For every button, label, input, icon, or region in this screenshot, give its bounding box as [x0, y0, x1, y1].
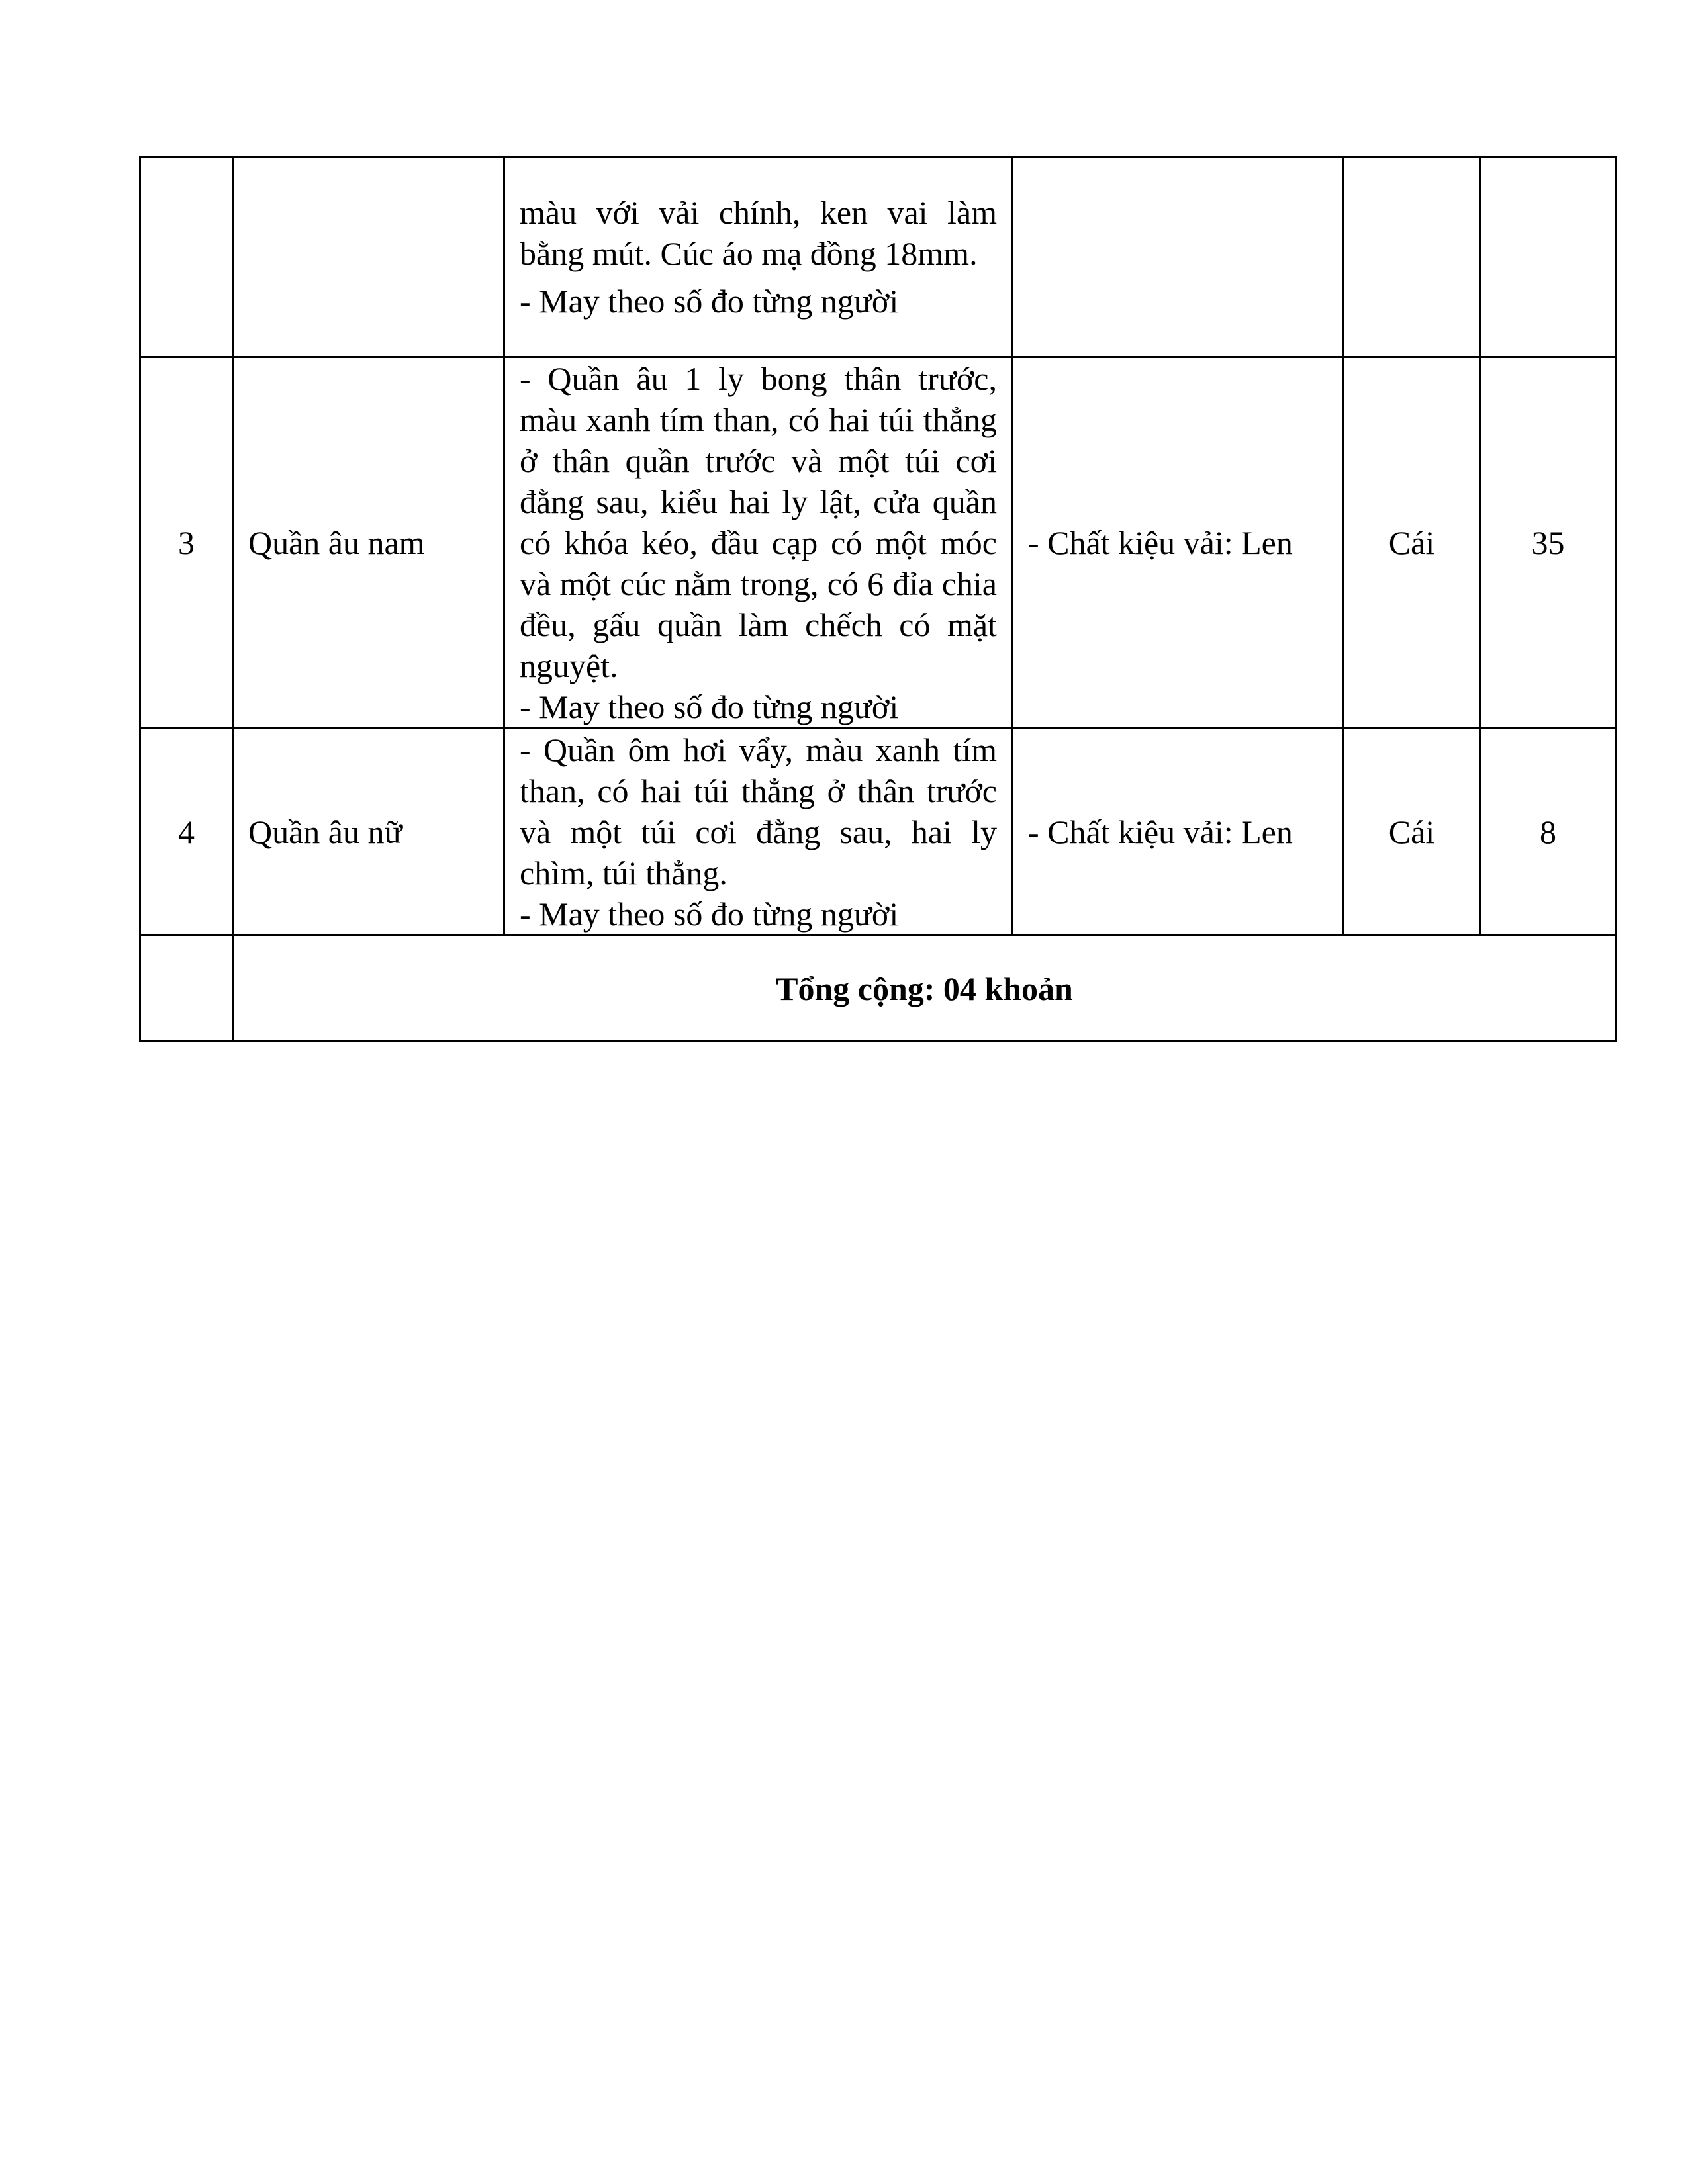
item-spec: - Chất kiệu vải: Len [1013, 729, 1344, 936]
description-paragraph: - May theo số đo từng người [520, 283, 899, 320]
items-table [139, 156, 1617, 1042]
description-paragraph: - May theo số đo từng người [520, 688, 899, 725]
total-row [140, 936, 1617, 1042]
table-row [140, 357, 1617, 729]
description-paragraph: - May theo số đo từng người [520, 895, 899, 933]
item-description [504, 157, 1013, 357]
item-name: Quần âu nữ [233, 729, 504, 936]
description-paragraph: - Quần âu 1 ly bong thân trước, màu xanh tím than, có hai túi thẳng ở thân quần trước và một túi cơi đằng sau, kiểu hai ly lật, cửa quần có khóa kéo, đầu cạp có một móc và một cúc nằm trong, có 6 đỉa chia đều, gấu quần làm chếch có mặt nguyệt. [520, 360, 997, 684]
row-number: 3 [140, 357, 233, 729]
description-paragraph: - Quần ôm hơi vẩy, màu xanh tím than, có hai túi thẳng ở thân trước và một túi cơi đằng sau, hai ly chìm, túi thẳng. [520, 731, 997, 891]
item-quantity [1480, 157, 1617, 357]
table-row [140, 729, 1617, 936]
item-name: Quần âu nam [233, 357, 504, 729]
item-name [233, 157, 504, 357]
item-quantity: 35 [1480, 357, 1617, 729]
item-quantity: 8 [1480, 729, 1617, 936]
item-unit [1344, 157, 1480, 357]
item-description [504, 357, 1013, 729]
item-description [504, 729, 1013, 936]
row-number: 4 [140, 729, 233, 936]
description-paragraph: màu với vải chính, ken vai làm bằng mút. Cúc áo mạ đồng 18mm. [520, 194, 997, 272]
total-label: Tổng cộng: 04 khoản [233, 936, 1617, 1042]
item-spec: - Chất kiệu vải: Len [1013, 357, 1344, 729]
table-row [140, 157, 1617, 357]
item-spec [1013, 157, 1344, 357]
item-unit: Cái [1344, 729, 1480, 936]
item-unit: Cái [1344, 357, 1480, 729]
total-empty-cell [140, 936, 233, 1042]
row-number [140, 157, 233, 357]
